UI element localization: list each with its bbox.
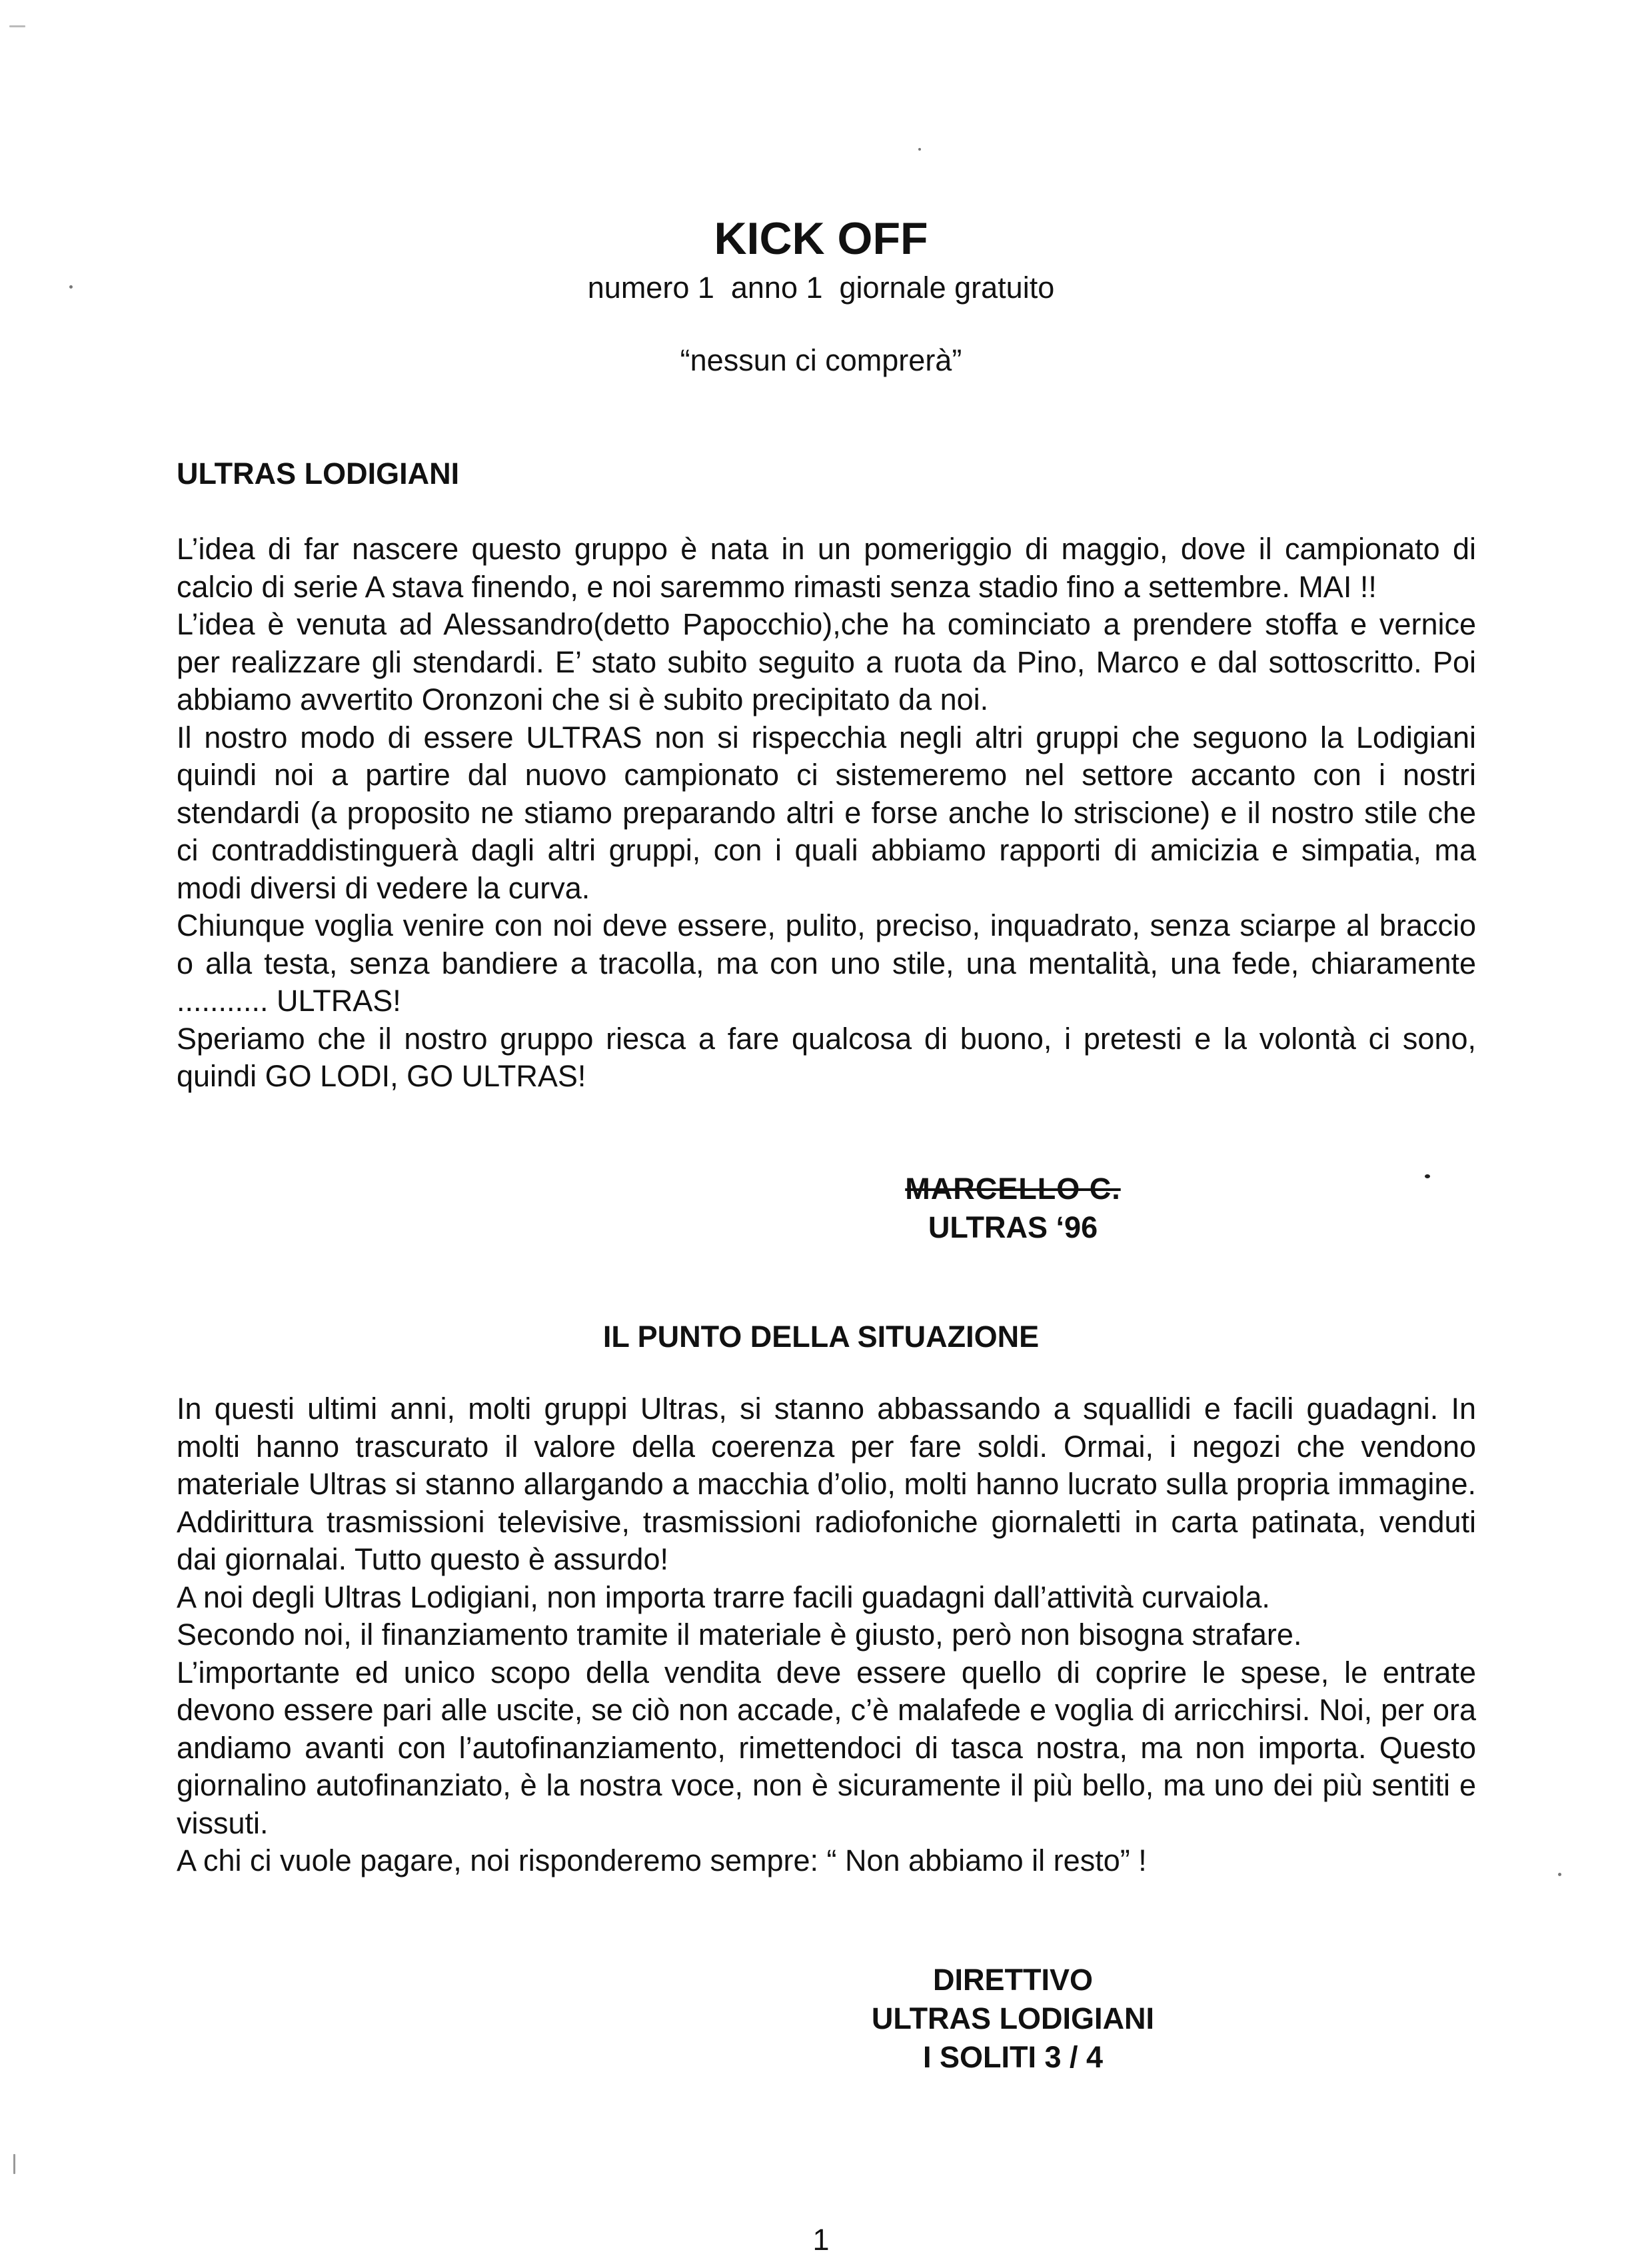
scan-speck [1558, 1873, 1561, 1876]
signature-line: DIRETTIVO [932, 1963, 1093, 1997]
article2-paragraph: A chi ci vuole pagare, noi risponderemo sempre: “ Non abbiamo il resto” ! [177, 1843, 1147, 1877]
article2-paragraph: L’importante ed unico scopo della vendita deve essere quello di coprire le spese, le entrate devono essere pari alle uscite, se ciò non accade, c’è malafede e voglia di arricchirsi. Noi, per ora andiamo avanti con l’autofinanziamento, rimettendoci di tasca nostra, ma non importa. Questo giornalino autofinanziato, è la nostra voce, non è sicuramente il più bello, ma uno dei più sentiti e vissuti. [177, 1655, 1476, 1840]
article2-body [177, 1390, 1476, 1880]
scan-speck [918, 148, 921, 151]
article1-paragraph: L’idea è venuta ad Alessandro(detto Papocchio),che ha cominciato a prendere stoffa e vernice per realizzare gli stendardi. E’ stato subito seguito a ruota da Pino, Marco e dal sottoscritto. Poi abbiamo avvertito Oronzoni che si è subito precipitato da noi. [177, 607, 1476, 716]
article1-title: ULTRAS LODIGIANI [177, 457, 460, 491]
signature-line: ULTRAS LODIGIANI [871, 2001, 1155, 2035]
article1-body [177, 531, 1476, 1096]
masthead-title: KICK OFF [714, 213, 928, 264]
article1-paragraph: Speriamo che il nostro gruppo riesca a fare qualcosa di buono, i pretesti e la volontà ci sono, quindi GO LODI, GO ULTRAS! [177, 1021, 1476, 1093]
page-number: 1 [812, 2223, 830, 2257]
article2-paragraph: A noi degli Ultras Lodigiani, non importa trarre facili guadagni dall’attività curvaiola. [177, 1580, 1270, 1614]
article1-paragraph: Chiunque voglia venire con noi deve essere, pulito, preciso, inquadrato, senza sciarpe al braccio o alla testa, senza bandiere a tracolla, ma con uno stile, una mentalità, una fede, chiaramente ........... ULTRAS! [177, 908, 1476, 1018]
signature-line: I SOLITI 3 / 4 [922, 2040, 1104, 2074]
article2-title: IL PUNTO DELLA SITUAZIONE [602, 1320, 1040, 1354]
scan-speck [1425, 1174, 1430, 1178]
article1-signature [720, 1170, 1306, 1247]
signature-group: ULTRAS ‘96 [928, 1210, 1098, 1244]
article1-paragraph: L’idea di far nascere questo gruppo è nata in un pomeriggio di maggio, dove il campionato di calcio di serie A stava finendo, e noi saremmo rimasti senza stadio fino a settembre. MAI !! [177, 532, 1476, 604]
masthead-subtitle: numero 1 anno 1 giornale gratuito [587, 271, 1055, 305]
scan-speck [13, 2154, 15, 2174]
signature-name: MARCELLO C. [905, 1172, 1121, 1206]
article2-paragraph: In questi ultimi anni, molti gruppi Ultras, si stanno abbassando a squallidi e facili guadagni. In molti hanno trascurato il valore della coerenza per fare soldi. Ormai, i negozi che vendono materiale Ultras si stanno allargando a macchia d’olio, molti hanno lucrato sulla propria immagine. Addirittura trasmissioni televisive, trasmissioni radiofoniche giornaletti in carta patinata, venduti dai giornalai. Tutto questo è assurdo! [177, 1392, 1476, 1576]
article2-signature [720, 1961, 1306, 2077]
article1-paragraph: Il nostro modo di essere ULTRAS non si rispecchia negli altri gruppi che seguono la Lodigiani quindi noi a partire dal nuovo campionato ci sistemeremo nel settore accanto con i nostri stendardi (a proposito ne stiamo preparando altri e forse anche lo striscione) e il nostro stile che ci contraddistinguerà dagli altri gruppi, con i quali abbiamo rapporti di amicizia e simpatia, ma modi diversi di vedere la curva. [177, 720, 1476, 905]
scan-speck [9, 25, 25, 27]
article2-paragraph: Secondo noi, il finanziamento tramite il materiale è giusto, però non bisogna strafare. [177, 1618, 1302, 1652]
masthead-motto: “nessun ci comprerà” [680, 343, 962, 377]
scan-speck [69, 285, 73, 289]
